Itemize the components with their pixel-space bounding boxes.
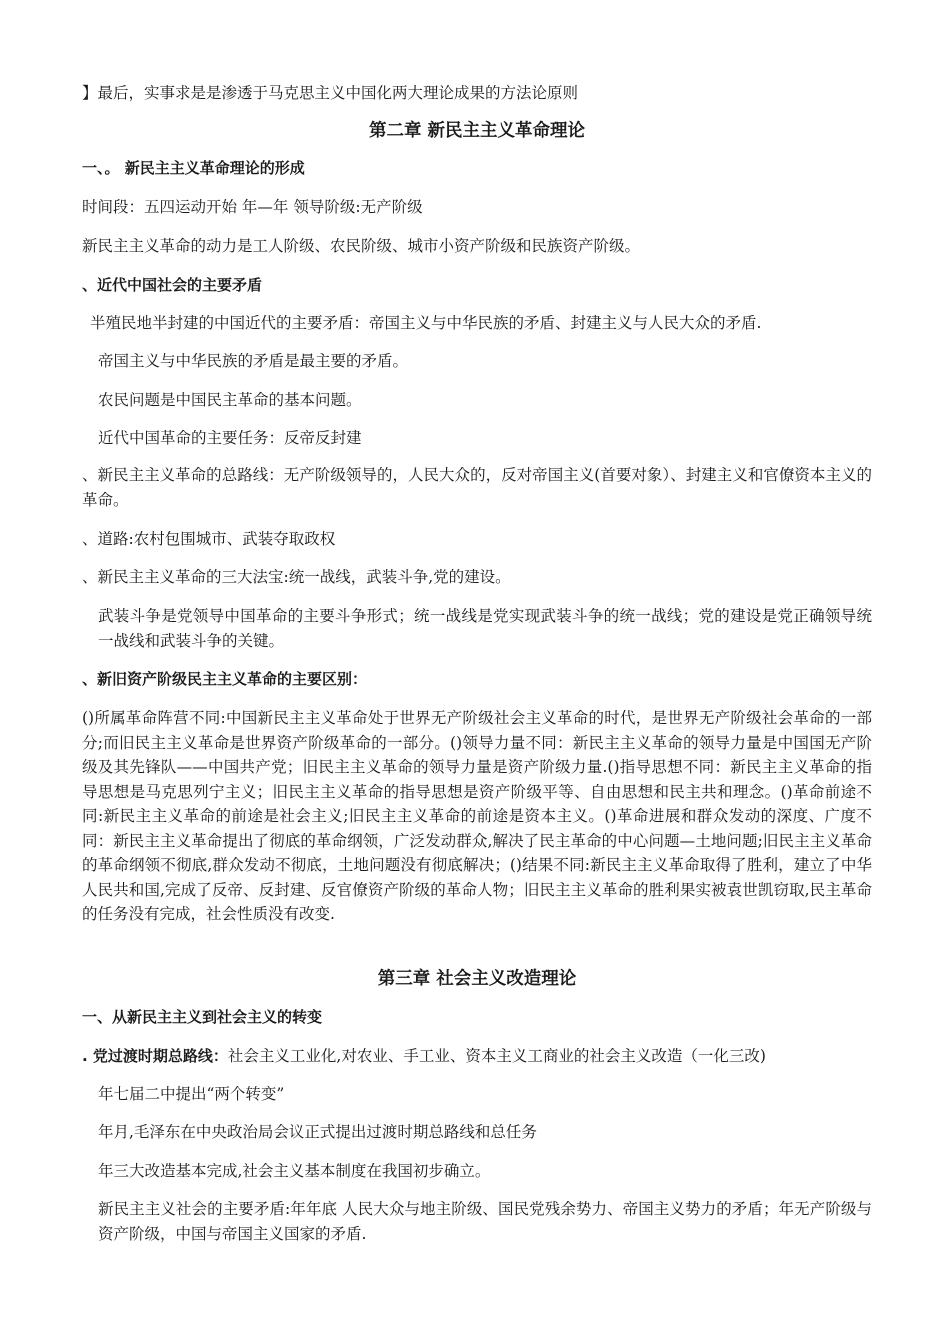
- general-line-text: 社会主义工业化,对农业、手工业、资本主义工商业的社会主义改造（一化三改): [227, 1047, 766, 1065]
- period-line: 时间段：五四运动开始 年—年 领导阶级:无产阶级: [82, 198, 423, 216]
- chapter-2-title: 第二章 新民主主义革命理论: [368, 121, 586, 141]
- paragraph-line: 帝国主义与中华民族的矛盾是最主要的矛盾。: [98, 352, 409, 370]
- paragraph-line: 半殖民地半封建的中国近代的主要矛盾：帝国主义与中华民族的矛盾、封建主义与人民大众的矛盾.: [90, 314, 762, 332]
- section-heading: 一、。 新民主主义革命理论的形成: [82, 159, 305, 177]
- section-heading: 、近代中国社会的主要矛盾: [82, 276, 263, 294]
- paragraph-line: 农民问题是中国民主革命的基本问题。: [98, 391, 362, 409]
- paragraph-line: 近代中国革命的主要任务：反帝反封建: [98, 429, 362, 447]
- treasures-line: 、新民主主义革命的三大法宝:统一战线，武装斗争,党的建设。: [82, 568, 511, 586]
- paragraph-line: 年七届二中提出“两个转变”: [98, 1085, 285, 1103]
- contradiction-paragraph: 新民主主义社会的主要矛盾:年年底 人民大众与地主阶级、国民党残余势力、帝国主义势力的矛盾；年无产阶级与资产阶级，中国与帝国主义国家的矛盾.: [98, 1200, 872, 1243]
- difference-paragraph: ()所属革命阵营不同:中国新民主主义革命处于世界无产阶级社会主义革命的时代，是世界无产阶级社会革命的一部分;而旧民主主义革命是世界资产阶级革命的一部分。()领导力量不同：新民主主义革命的领导力量是中国国无产阶级及其先锋队——中国共产党；旧民主主义革命的领导力量是资产阶级力量.()指导思想不同：新民主主义革命的指导思想是马克思列宁主义；旧民主主义革命的指导思想是资产阶级平等、自由思想和民主共和理念。()革命前途不同:新民主主义革命的前途是社会主义;旧民主主义革命的前途是资本主义。()革命进展和群众发动的深度、广度不同：新民主主义革命提出了彻底的革命纲领，广泛发动群众,解决了民主革命的中心问题—土地问题;旧民主主义革命的革命纲领不彻底,群众发动不彻底，土地问题没有彻底解决；()结果不同:新民主主义革命取得了胜利，建立了中华人民共和国,完成了反帝、反封建、反官僚资产阶级的革命人物；旧民主主义革命的胜利果实被袁世凯窃取,民主革命的任务没有完成，社会性质没有改变.: [82, 709, 872, 923]
- general-line-paragraph: 、新民主主义革命的总路线：无产阶级领导的，人民大众的，反对帝国主义(首要对象）、封建主义和官僚资本主义的革命。: [82, 466, 872, 509]
- section-heading: 、新旧资产阶级民主主义革命的主要区别：: [82, 670, 368, 688]
- paragraph-line: 年月,毛泽东在中央政治局会议正式提出过渡时期总路线和总任务: [98, 1123, 537, 1141]
- road-line: 、道路:农村包围城市、武装夺取政权: [82, 530, 336, 548]
- chapter-3-title: 第三章 社会主义改造理论: [377, 969, 577, 989]
- treasures-paragraph: 武装斗争是党领导中国革命的主要斗争形式；统一战线是党实现武装斗争的统一战线；党的建设是党正确领导统一战线和武装斗争的关键。: [98, 607, 872, 650]
- motive-line: 新民主主义革命的动力是工人阶级、农民阶级、城市小资产阶级和民族资产阶级。: [82, 237, 641, 255]
- general-line-row: [82, 1045, 872, 1068]
- general-line-label: . 党过渡时期总路线：: [82, 1047, 228, 1065]
- intro-line: 】最后，实事求是是渗透于马克思主义中国化两大理论成果的方法论原则: [82, 84, 579, 102]
- section-heading: 一、从新民主主义到社会主义的转变: [82, 1008, 323, 1026]
- paragraph-line: 年三大改造基本完成,社会主义基本制度在我国初步确立。: [98, 1162, 491, 1180]
